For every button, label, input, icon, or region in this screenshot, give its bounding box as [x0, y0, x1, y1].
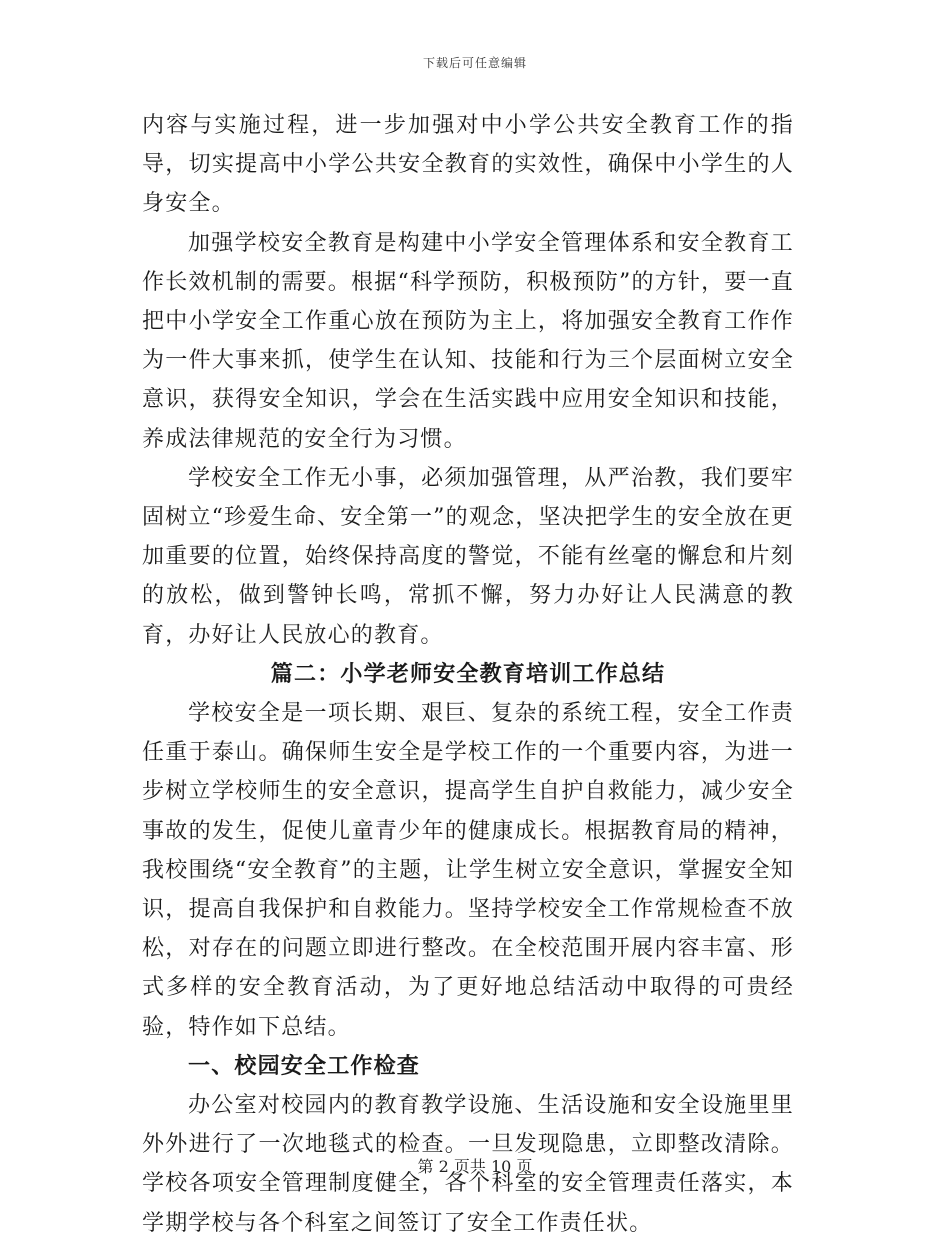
paragraph-continued: 内容与实施过程，进一步加强对中小学公共安全教育工作的指导，切实提高中小学公共安全教育的实效性，确保中小学生的人身安全。: [142, 113, 794, 217]
document-body: [142, 106, 794, 1243]
paragraph: 学校安全工作无小事，必须加强管理，从严治教，我们要牢固树立“珍爱生命、安全第一”的观念，坚决把学生的安全放在更加重要的位置，始终保持高度的警觉，不能有丝毫的懈怠和片刻的放松，做到警钟长鸣，常抓不懈，努力办好让人民满意的教育，办好让人民放心的教育。: [142, 465, 794, 648]
page-number: 第 2 页共 10 页: [417, 1157, 533, 1176]
sub-heading: 一、校园安全工作检查: [188, 1053, 421, 1079]
paragraph: 办公室对校园内的教育教学设施、生活设施和安全设施里里外外进行了一次地毯式的检查。一旦发现隐患，立即整改清除。学校各项安全管理制度健全，各个科室的安全管理责任落实，本学期学校与各个科室之间签订了安全工作责任状。: [142, 1093, 794, 1236]
paragraph: 加强学校安全教育是构建中小学安全管理体系和安全教育工作长效机制的需要。根据“科学预防，积极预防”的方针，要一直把中小学安全工作重心放在预防为主上，将加强安全教育工作作为一件大事来抓，使学生在认知、技能和行为三个层面树立安全意识，获得安全知识，学会在生活实践中应用安全知识和技能，养成法律规范的安全行为习惯。: [142, 230, 794, 452]
section-title: 篇二：小学老师安全教育培训工作总结: [270, 661, 666, 687]
paragraph: 学校安全是一项长期、艰巨、复杂的系统工程，安全工作责任重于泰山。确保师生安全是学校工作的一个重要内容，为进一步树立学校师生的安全意识，提高学生自护自救能力，减少安全事故的发生，促使儿童青少年的健康成长。根据教育局的精神，我校围绕“安全教育”的主题，让学生树立安全意识，掌握安全知识，提高自我保护和自救能力。坚持学校安全工作常规检查不放松，对存在的问题立即进行整改。在全校范围开展内容丰富、形式多样的安全教育活动，为了更好地总结活动中取得的可贵经验，特作如下总结。: [142, 701, 794, 1040]
page-header: 下载后可任意编辑: [422, 56, 527, 70]
